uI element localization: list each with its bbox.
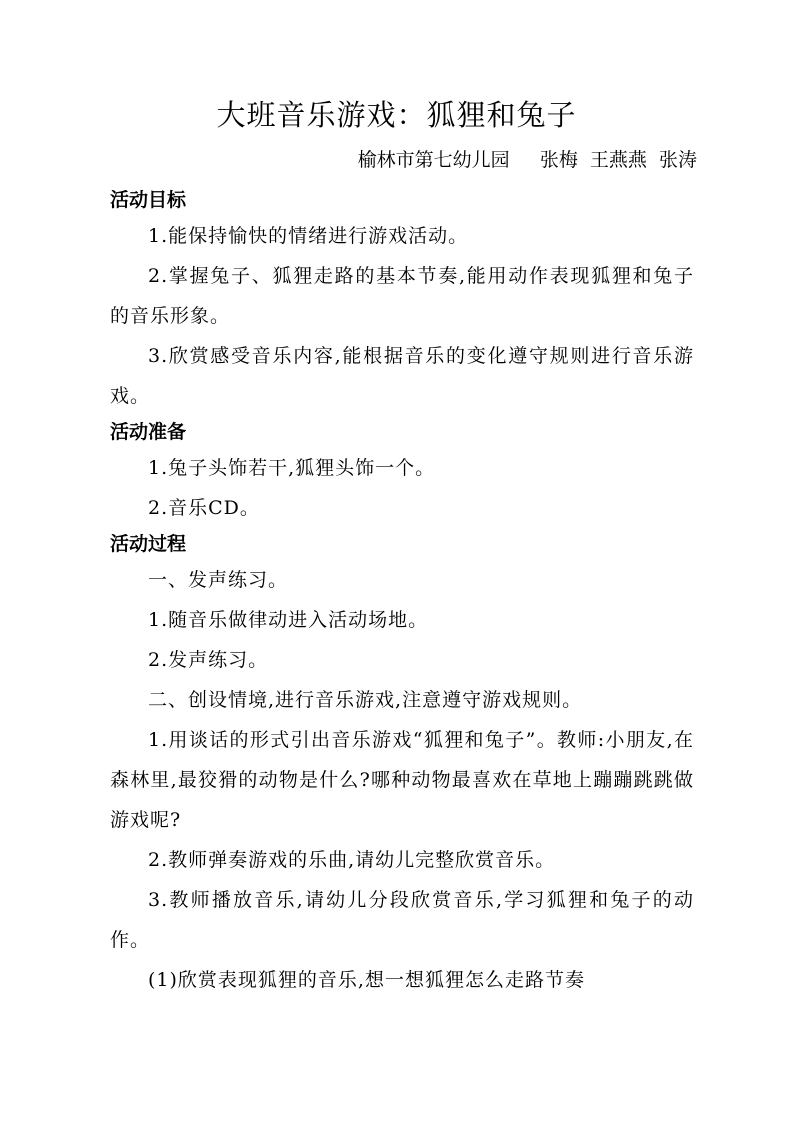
paragraph: 1.用谈话的形式引出音乐游戏“狐狸和兔子”。教师:小朋友,在森林里,最狡猾的动物是什么?哪种动物最喜欢在草地上蹦蹦跳跳做游戏呢? — [110, 729, 694, 831]
document-body — [110, 184, 694, 1000]
paragraph: 二、创设情境,进行音乐游戏,注意遵守游戏规则。 — [148, 689, 583, 711]
section-heading-process: 活动过程 — [110, 533, 187, 555]
document-authors: 榆林市第七幼儿园 张梅 王燕燕 张涛 — [357, 149, 697, 171]
paragraph: 1.随音乐做律动进入活动场地。 — [148, 609, 429, 631]
paragraph: 3.欣赏感受音乐内容,能根据音乐的变化遵守规则进行音乐游戏。 — [110, 345, 694, 407]
paragraph: 2.教师弹奏游戏的乐曲,请幼儿完整欣赏音乐。 — [148, 849, 556, 871]
paragraph: (1)欣赏表现狐狸的音乐,想一想狐狸怎么走路节奏 — [148, 969, 585, 991]
paragraph: 2.发声练习。 — [148, 649, 269, 671]
section-heading-goals: 活动目标 — [110, 189, 187, 211]
document-title: 大班音乐游戏：狐狸和兔子 — [216, 98, 577, 132]
paragraph: 3.教师播放音乐,请幼儿分段欣赏音乐,学习狐狸和兔子的动作。 — [110, 889, 694, 951]
section-heading-prep: 活动准备 — [110, 421, 187, 443]
paragraph: 2.音乐CD。 — [148, 497, 260, 519]
paragraph: 1.兔子头饰若干,狐狸头饰一个。 — [148, 457, 436, 479]
paragraph: 2.掌握兔子、狐狸走路的基本节奏,能用动作表现狐狸和兔子的音乐形象。 — [110, 265, 694, 327]
paragraph: 一、发声练习。 — [148, 569, 289, 591]
paragraph: 1.能保持愉快的情绪进行游戏活动。 — [148, 225, 469, 247]
